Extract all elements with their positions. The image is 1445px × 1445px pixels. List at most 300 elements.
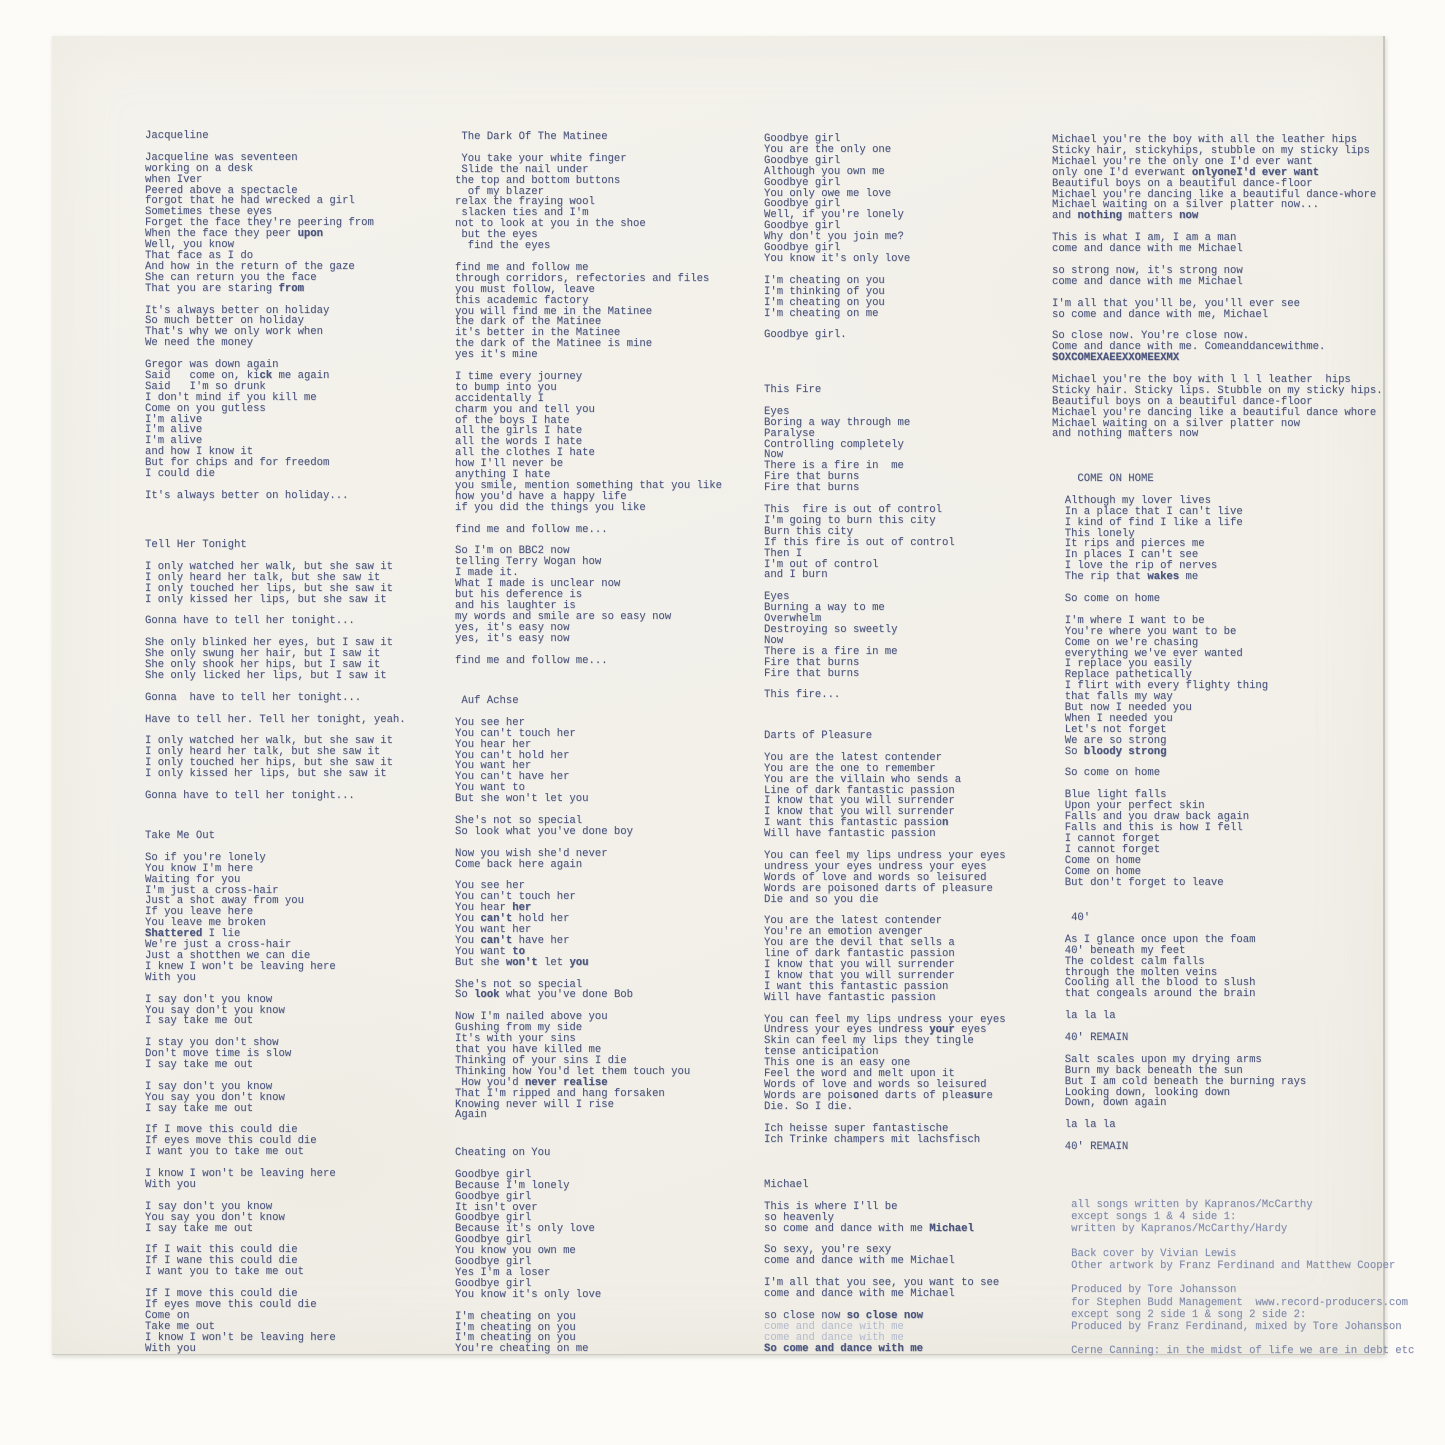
lyric-line: She's not so special [455, 978, 583, 991]
lyric-line: so heavenly [764, 1211, 834, 1224]
lyric-line: Just a shot away from you [145, 895, 304, 908]
lyric-line: Don't move time is slow [145, 1048, 292, 1061]
lyric-line: So close now. You're close now. [1052, 330, 1250, 343]
lyric-line: to bump into you [455, 381, 557, 394]
lyric-line: Thinking how You'd let them touch you [455, 1065, 691, 1078]
song-title: 40' [1052, 912, 1091, 924]
lyric-line: I say take me out [145, 1222, 254, 1235]
lyric-line: I'm alive [145, 435, 203, 448]
lyric-line: Upon your perfect skin [1052, 800, 1205, 813]
lyric-line: You say you don't know [145, 1091, 285, 1104]
lyric-line: She only shook her hips, but I saw it [145, 658, 381, 671]
lyric-line: Let's not forget [1052, 723, 1167, 736]
lyric-line: Eyes [764, 591, 790, 604]
lyric-line: that you have killed me [455, 1044, 602, 1056]
lyric-line: Because I'm lonely [455, 1179, 570, 1192]
lyric-line: I'm where I want to be [1052, 614, 1205, 627]
lyric-line: I only touched her lips, but she saw it [145, 582, 393, 595]
lyric-line: yes, it's easy now [455, 621, 570, 634]
lyric-line: Blue light falls [1052, 789, 1167, 802]
lyric-line: Looking down, looking down [1052, 1086, 1231, 1099]
lyric-line: You want to [455, 782, 525, 795]
lyric-line: Down, down again [1052, 1097, 1167, 1110]
lyric-line: Jacqueline was seventeen [145, 151, 298, 164]
lyric-line: I'm cheating on you [455, 1321, 576, 1334]
lyric-line: Ich heisse super fantastische [764, 1122, 949, 1135]
lyric-line: If eyes move this could die [145, 1135, 317, 1148]
lyric-line: This is what I am, I am a man [1052, 232, 1237, 245]
lyric-line: all the girls I hate [455, 425, 583, 438]
lyric-line: the dark of the Matinee [455, 316, 602, 329]
lyric-line: through corridors, refectories and files [455, 272, 710, 285]
lyric-line: I only kissed her lips, but she saw it [145, 593, 387, 606]
lyric-line: Because it's only love [455, 1223, 595, 1236]
lyric-line: forgot that he had wrecked a girl [145, 195, 355, 208]
lyric-line: Goodbye girl [455, 1190, 532, 1203]
lyric-line: Knowing never will I rise [455, 1098, 614, 1111]
lyric-line: Burning a way to me [764, 602, 885, 615]
lyric-line: I time every journey [455, 370, 583, 383]
lyric-line: So I'm on BBC2 now [455, 545, 570, 558]
lyric-line: through the molten veins [1052, 966, 1218, 979]
lyric-line: Come on home [1052, 865, 1142, 878]
lyric-line: Shattered I lie [145, 928, 241, 941]
lyric-line: except songs 1 & 4 side 1: [1052, 1211, 1237, 1224]
lyric-line: Come on [145, 1309, 190, 1322]
lyric-line: It rips and pierces me [1052, 538, 1205, 551]
lyric-line: Gushing from my side [455, 1022, 583, 1035]
lyric-line: come and dance with me [764, 1331, 904, 1344]
lyric-line: I only heard her talk, but she saw it [145, 746, 381, 759]
blank-line [1052, 1333, 1414, 1345]
lyric-line: You take your white finger [455, 152, 627, 165]
lyric-line: If this fire is out of control [764, 536, 955, 549]
lyric-line: Again [455, 1109, 487, 1122]
lyric-line: the top and bottom buttons [455, 174, 621, 187]
lyric-line: Gonna have to tell her tonight... [145, 615, 355, 628]
lyric-line: Beautiful boys on a beautiful dance-floor [1052, 177, 1313, 190]
lyric-line: Produced by Franz Ferdinand, mixed by Tore Johansson [1052, 1320, 1402, 1333]
lyric-line: Peered above a spectacle [145, 184, 298, 197]
lyric-line: Although my lover lives [1052, 494, 1211, 507]
lyric-line: you smile, mention something that you like [455, 480, 723, 492]
lyric-line: come and dance with me [764, 1320, 904, 1333]
lyric-line: Gonna have to tell her tonight... [145, 691, 362, 704]
lyric-line: It's always better on holiday [145, 304, 330, 317]
lyric-line: I say take me out [145, 1059, 254, 1072]
song-title: The Dark Of The Matinee [455, 131, 608, 143]
lyric-line: Michael you're dancing like a beautiful dance-whore [1052, 188, 1377, 201]
lyric-line: for Stephen Budd Management www.record-producers.com [1052, 1296, 1409, 1309]
lyric-line: Goodbye girl [455, 1168, 532, 1181]
lyric-line: Burn my back beneath the sun [1052, 1064, 1243, 1077]
lyric-line: That face as I do [145, 249, 254, 262]
lyric-line: Fire that burns [764, 656, 860, 669]
lyric-line: Said come on, kick me again [145, 369, 330, 382]
lyric-line: You know I'm here [145, 862, 254, 875]
lyric-line: yes it's mine [455, 349, 538, 362]
lyric-line: Beautiful boys on a beautiful dance-floor [1052, 395, 1313, 408]
lyric-line: Words of love and words so leisured [764, 871, 987, 884]
lyric-line: I say take me out [145, 1102, 254, 1115]
lyric-line: So look what you've done boy [455, 825, 634, 838]
lyric-line: how I'll never be [455, 458, 564, 471]
lyric-line: I'm alive [145, 424, 203, 437]
lyric-line: You only owe me love [764, 187, 892, 200]
lyric-line: You can't touch her [455, 727, 576, 740]
lyric-line: How you'd never realise [455, 1076, 608, 1089]
lyric-line: Cooling all the blood to slush [1052, 977, 1256, 990]
lyric-line: I'm just a cross-hair [145, 884, 279, 897]
lyric-line: Goodbye girl [764, 176, 841, 189]
lyric-line: I'm all that you see, you want to see [764, 1277, 1000, 1290]
lyric-line: and nothing matters now [1052, 428, 1199, 441]
lyric-line: It's always better on holiday... [145, 489, 349, 502]
lyric-line: I cannot forget [1052, 832, 1161, 845]
lyric-line: Sticky hair, stickyhips, stubble on my sticky lips [1052, 144, 1370, 157]
lyric-line: Now [764, 634, 784, 647]
lyric-line: I say take me out [145, 1015, 254, 1028]
lyric-line: This one is an easy one [764, 1057, 911, 1070]
lyric-line: You want to [455, 945, 525, 958]
lyric-line: I only heard her talk, but she saw it [145, 571, 381, 584]
lyric-line: The coldest calm falls [1052, 955, 1205, 968]
lyric-line: Back cover by Vivian Lewis [1052, 1247, 1237, 1260]
lyric-line: Thinking of your sins I die [455, 1054, 627, 1067]
lyric-line: You say you don't know [145, 1211, 285, 1224]
lyric-line: If I move this could die [145, 1288, 298, 1301]
lyric-line: You know it's only love [764, 252, 911, 265]
lyric-line: Michael waiting on a silver platter now [1052, 417, 1300, 430]
lyric-line: So come and dance with me [764, 1342, 923, 1355]
song-section [1052, 913, 1306, 1153]
lyric-line: With you [145, 1179, 196, 1191]
lyric-line: You hear her [455, 902, 532, 915]
lyric-line: She only swung her hair, but I saw it [145, 648, 381, 661]
lyric-line: yes, it's easy now [455, 632, 570, 645]
lyric-line: Boring a way through me [764, 416, 911, 429]
lyric-line: In places I can't see [1052, 549, 1199, 562]
lyric-line: the dark of the Matinee is mine [455, 338, 653, 351]
lyric-line: So much better on holiday [145, 315, 304, 328]
lyric-line: Burn this city [764, 525, 854, 538]
song-title: Auf Achse [455, 695, 519, 707]
lyric-line: 40' beneath my feet [1052, 944, 1186, 957]
lyric-line: Come back here again [455, 858, 583, 871]
lyric-line: But she won't let you [455, 793, 589, 806]
lyric-line: I could die [145, 468, 215, 481]
lyric-line: Replace pathetically [1052, 669, 1192, 682]
song-title: This Fire [764, 384, 822, 396]
lyric-line: But for chips and for freedom [145, 457, 330, 470]
lyric-line: Goodbye girl [764, 220, 841, 233]
lyric-line: Words are poisoned darts of pleasure [764, 1089, 993, 1102]
lyric-line: I only watched her walk, but she saw it [145, 735, 393, 748]
lyric-line: my words and smile are so easy now [455, 610, 672, 623]
lyric-line: In a place that I can't live [1052, 505, 1243, 518]
lyric-line: This fire is out of control [764, 503, 943, 516]
lyric-line: it's better in the Matinee [455, 327, 621, 340]
lyric-line: I only kissed her lips, but she saw it [145, 768, 387, 781]
lyric-line: We are so strong [1052, 734, 1167, 747]
lyric-line: when Iver [145, 173, 203, 186]
lyric-line: come and dance with me Michael [764, 1255, 955, 1268]
lyric-line: but the eyes [455, 229, 538, 242]
lyric-line: Then I [764, 547, 803, 560]
lyric-line: Die and so you die [764, 893, 879, 906]
song-title: Darts of Pleasure [764, 730, 873, 742]
lyric-line: all the clothes I hate [455, 447, 595, 460]
lyric-line: not to look at you in the shoe [455, 218, 646, 231]
lyric-line: Forget the face they're peering from [145, 217, 374, 230]
lyric-line: So come on home [1052, 592, 1161, 605]
lyric-line: I cannot forget [1052, 843, 1161, 856]
lyric-line: That I'm ripped and hang forsaken [455, 1087, 665, 1100]
lyric-line: find me and follow me... [455, 654, 608, 667]
lyric-line: I kind of find I like a life [1052, 516, 1243, 529]
lyric-line: Goodbye girl [455, 1277, 532, 1290]
lyric-line: I say don't you know [145, 993, 273, 1006]
lyric-line: You're an emotion avenger [764, 926, 923, 939]
lyric-line: SOXCOMEXAEEXXOMEEXMX [1052, 352, 1180, 365]
lyric-line: you will find me in the Matinee [455, 305, 653, 318]
lyric-line: Take me out [145, 1320, 215, 1333]
lyric-line: I don't mind if you kill me [145, 391, 317, 404]
lyric-line: You are the latest contender [764, 915, 943, 928]
lyric-line: I'm cheating on you [764, 296, 885, 309]
lyric-line: la la la [1052, 1010, 1116, 1023]
lyric-line: You leave me broken [145, 917, 266, 930]
lyric-line: You're where you want to be [1052, 625, 1237, 638]
lyric-line: You can't have her [455, 934, 570, 947]
lyric-line: I say don't you know [145, 1200, 273, 1213]
lyric-line: When I needed you [1052, 712, 1173, 725]
lyric-line: that congeals around the brain [1052, 988, 1256, 1001]
lyric-line: Although you own me [764, 165, 885, 178]
song-title: Michael [764, 1179, 809, 1191]
lyric-line: I only watched her walk, but she saw it [145, 560, 393, 573]
lyric-line: Have to tell her. Tell her tonight, yeah. [145, 713, 406, 726]
lyric-line: anything I hate [455, 469, 551, 482]
lyric-line: You know it's only love [455, 1288, 602, 1301]
lyric-line: Michael you're the boy with all the leather hips [1052, 134, 1358, 146]
lyric-line: come and dance with me Michael [1052, 243, 1243, 256]
lyric-line: With you [145, 971, 196, 984]
lyric-line: Goodbye girl. [764, 329, 847, 342]
lyric-line: Goodbye girl [455, 1234, 532, 1247]
lyric-line: You want her [455, 760, 532, 773]
lyrics-section [1052, 1199, 1414, 1357]
blank-line [1052, 1236, 1414, 1248]
lyric-line: Michael waiting on a silver platter now... [1052, 199, 1320, 212]
lyric-line: You're cheating on me [455, 1343, 589, 1356]
song-title: Cheating on You [455, 1147, 551, 1159]
lyric-line: This is where I'll be [764, 1200, 898, 1213]
lyric-line: Waiting for you [145, 873, 241, 886]
lyric-line: la la la [1052, 1119, 1116, 1132]
lyric-line: and how I know it [145, 446, 254, 459]
lyric-line: all songs written by Kapranos/McCarthy [1052, 1199, 1313, 1211]
lyric-line: I'm going to burn this city [764, 514, 936, 527]
lyric-line: Die. So I die. [764, 1100, 854, 1113]
lyric-line: It isn't over [455, 1201, 538, 1214]
lyric-line: Salt scales upon my drying arms [1052, 1053, 1262, 1066]
lyric-line: You are the only one [764, 143, 892, 156]
lyric-line: Goodbye girl [764, 242, 841, 255]
lyric-line: I knew I won't be leaving here [145, 960, 336, 973]
lyric-line: Come on we're chasing [1052, 636, 1199, 649]
lyric-line: Fire that burns [764, 667, 860, 680]
lyric-line: What I made is unclear now [455, 578, 621, 591]
lyric-line: That's why we only work when [145, 326, 324, 339]
lyric-line: With you [145, 1342, 196, 1355]
lyric-line: Now [764, 449, 784, 462]
lyric-line: everything we've ever wanted [1052, 647, 1243, 660]
lyric-line: You see her [455, 716, 525, 729]
lyric-line: Skin can feel my lips they tingle [764, 1035, 974, 1048]
lyric-line: As I glance once upon the foam [1052, 933, 1256, 946]
lyric-line: Now I'm nailed above you [455, 1011, 608, 1024]
lyric-line: except song 2 side 1 & song 2 side 2: [1052, 1308, 1307, 1321]
lyric-line: Ich Trinke champers mit lachsfisch [764, 1133, 981, 1146]
lyric-line: But now I needed you [1052, 702, 1192, 715]
lyric-line: come and dance with me Michael [1052, 275, 1243, 288]
lyric-line: She's not so special [455, 814, 583, 827]
lyric-line: undress your eyes undress your eyes [764, 860, 987, 873]
lyric-line: I'm thinking of you [764, 285, 885, 298]
lyric-line: I'm cheating on me [764, 307, 879, 320]
lyric-line: Slide the nail under [455, 163, 589, 176]
lyric-line: find me and follow me... [455, 523, 608, 536]
lyric-line: I'm all that you'll be, you'll ever see [1052, 297, 1300, 310]
lyric-line: There is a fire in me [764, 460, 904, 473]
lyric-line: So look what you've done Bob [455, 989, 634, 1002]
lyric-line: You can't touch her [455, 891, 576, 904]
song-title: Tell Her Tonight [145, 539, 247, 551]
lyric-line: Falls and this is how I fell [1052, 822, 1243, 834]
lyric-line: But don't forget to leave [1052, 876, 1224, 889]
blank-line [1052, 288, 1383, 299]
lyric-line: It's with your sins [455, 1033, 576, 1046]
lyric-line: I replace you easily [1052, 658, 1192, 671]
lyric-line: You hear her [455, 738, 532, 751]
lyric-line: written by Kapranos/McCarthy/Hardy [1052, 1223, 1288, 1236]
lyric-line: Goodbye girl [764, 133, 841, 145]
lyric-line: Gregor was down again [145, 359, 279, 372]
lyric-line: You can feel my lips undress your eyes [764, 1013, 1006, 1026]
lyric-line: if you did the things you like [455, 501, 646, 514]
lyric-line: Words of love and words so leisured [764, 1079, 987, 1091]
lyric-line: Undress your eyes undress your eyes [764, 1024, 987, 1037]
lyric-line: So sexy, you're sexy [764, 1244, 892, 1257]
lyric-line: I only touched her hips, but she saw it [145, 757, 393, 770]
lyric-line: You can feel my lips undress your eyes [764, 849, 1006, 862]
lyric-line: So come on home [1052, 767, 1161, 780]
lyric-line: Will have fantastic passion [764, 991, 936, 1004]
lyric-line: Produced by Tore Johansson [1052, 1284, 1237, 1297]
lyric-line: You want her [455, 924, 532, 937]
lyric-line: you must follow, leave [455, 283, 595, 296]
lyric-line: Now you wish she'd never [455, 847, 608, 860]
lyric-line: relax the fraying wool [455, 196, 595, 209]
lyric-line: Michael you're the boy with l l l leather hips [1052, 373, 1351, 386]
lyric-line: accidentally I [455, 392, 545, 405]
lyric-line: Paralyse [764, 427, 815, 440]
lyric-line: but his deference is [455, 589, 583, 602]
lyric-line: charm you and tell you [455, 403, 595, 416]
lyric-line: only one I'd everwant onlyoneI'd ever want [1052, 166, 1320, 179]
lyric-line: I'm alive [145, 413, 203, 426]
lyric-line: You are the devil that sells a [764, 937, 955, 950]
lyric-line: You say don't you know [145, 1004, 285, 1017]
lyric-line: Falls and you draw back again [1052, 811, 1250, 824]
lyric-line: I love the rip of nerves [1052, 560, 1218, 573]
lyric-line: And how in the return of the gaze [145, 260, 355, 273]
lyric-line: and his laughter is [455, 599, 576, 612]
lyric-line: There is a fire in me [764, 645, 898, 658]
lyric-line: and nothing matters now [1052, 210, 1199, 223]
lyric-line: Feel the word and melt upon it [764, 1068, 955, 1081]
lyric-line: When the face they peer upon [145, 228, 324, 241]
lyrics-section [1052, 135, 1383, 440]
lyric-line: I know that you will surrender [764, 806, 955, 819]
lyric-line: I know I won't be leaving here [145, 1168, 336, 1181]
lyric-line: telling Terry Wogan how [455, 556, 602, 569]
lyric-line: You know you own me [455, 1245, 576, 1258]
lyric-line: We're just a cross-hair [145, 939, 292, 952]
lyric-line: I'm cheating on you [455, 1310, 576, 1323]
lyric-line: I want this fantastic passion [764, 980, 949, 993]
lyric-line: You are the latest contender [764, 751, 943, 764]
lyric-line: Fire that burns [764, 471, 860, 484]
lyric-line: I know that you will surrender [764, 969, 955, 982]
lyric-line: Cerne Canning: in the midst of life we are in debt etc [1052, 1345, 1415, 1358]
lyric-line: Sticky hair. Sticky lips. Stubble on my sticky hips. [1052, 384, 1383, 397]
lyric-line: I'm out of control [764, 558, 879, 571]
lyric-line: line of dark fantastic passion [764, 948, 955, 961]
lyric-line: come and dance with me Michael [764, 1288, 955, 1301]
lyric-line: I want you to take me out [145, 1266, 304, 1279]
lyric-line: Goodbye girl [764, 198, 841, 211]
lyric-line: I'm cheating on you [764, 274, 885, 287]
lyric-line: so come and dance with me, Michael [1052, 308, 1269, 321]
song-title: Jacqueline [145, 130, 209, 142]
lyric-line: I know that you will surrender [764, 959, 955, 972]
lyric-line: You see her [455, 880, 525, 893]
lyric-line: Goodbye girl [455, 1256, 532, 1269]
lyric-line: of the boys I hate [455, 414, 570, 427]
lyric-line: This lonely [1052, 527, 1135, 540]
lyric-line: Destroying so sweetly [764, 623, 898, 636]
lyric-line: slacken ties and I'm [455, 207, 589, 220]
lyric-line: so come and dance with me Michael [764, 1222, 974, 1235]
lyric-line: Goodbye girl [455, 1212, 532, 1225]
lyric-line: Will have fantastic passion [764, 828, 936, 841]
lyric-line: This fire... [764, 689, 841, 702]
lyric-line: She only blinked her eyes, but I saw it [145, 637, 393, 650]
lyric-line: 40' REMAIN [1052, 1031, 1129, 1044]
lyric-line: I know I won't be leaving here [145, 1331, 336, 1344]
lyric-line: You can't have her [455, 771, 570, 784]
lyric-line: Gonna have to tell her tonight... [145, 789, 355, 802]
lyric-line: Well, if you're lonely [764, 209, 904, 222]
lyric-line: I flirt with every flighty thing [1052, 680, 1269, 693]
lyric-line: You can't hold her [455, 749, 570, 762]
song-section [1052, 474, 1268, 888]
lyric-line: You are the one to remember [764, 762, 936, 775]
lyric-line: Said I'm so drunk [145, 380, 266, 393]
lyric-line: So bloody strong [1052, 745, 1167, 758]
